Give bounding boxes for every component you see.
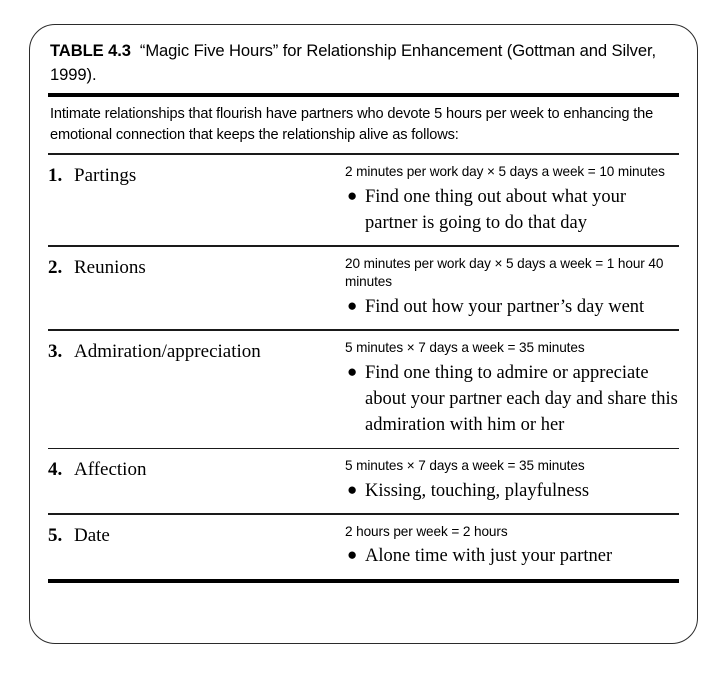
bullet-icon: ●	[347, 296, 358, 316]
bullet-icon: ●	[347, 185, 358, 205]
row-content	[345, 162, 679, 236]
row-label	[48, 522, 345, 548]
table-inner	[48, 35, 679, 583]
table-title	[48, 35, 679, 86]
bullet-icon: ●	[347, 479, 358, 499]
row-description: 5 minutes × 7 days a week = 35 minutes	[345, 339, 585, 355]
table-card	[29, 24, 698, 644]
bullet-text: Alone time with just your partner	[365, 546, 613, 567]
table-row	[48, 331, 679, 448]
row-name: Partings	[74, 164, 137, 186]
row-number: 1.	[48, 164, 63, 186]
row-description: 20 minutes per work day × 5 days a week = 1 hour 40 minutes	[345, 255, 664, 290]
table-number-label: TABLE 4.3	[50, 41, 131, 60]
row-number: 2.	[48, 256, 63, 278]
row-bullet	[345, 184, 679, 237]
bullet-text: Find out how your partner’s day went	[365, 297, 645, 318]
table-row	[48, 515, 679, 579]
row-label	[48, 338, 345, 364]
row-label	[48, 162, 345, 188]
row-number: 3.	[48, 340, 63, 362]
table-title-text	[131, 41, 140, 60]
row-bullet	[345, 294, 679, 320]
row-description: 5 minutes × 7 days a week = 35 minutes	[345, 458, 585, 474]
row-label	[48, 456, 345, 482]
row-description: 2 hours per week = 2 hours	[345, 523, 508, 539]
footer-rule-thick	[48, 579, 679, 583]
bullet-icon: ●	[347, 545, 358, 565]
row-number: 5.	[48, 524, 63, 546]
row-content	[345, 338, 679, 439]
row-number: 4.	[48, 459, 63, 481]
bullet-text: Kissing, touching, playfulness	[365, 480, 590, 501]
row-bullet	[345, 478, 679, 504]
bullet-text: Find one thing out about what your partner is going to do that day	[365, 186, 627, 233]
table-title-rest: “Magic Five Hours” for Relationship Enhancement (Gottman and Silver, 1999).	[50, 41, 657, 84]
row-name: Affection	[74, 459, 147, 481]
row-description: 2 minutes per work day × 5 days a week = 10 minutes	[345, 163, 665, 179]
row-content	[345, 254, 679, 321]
table-row	[48, 247, 679, 330]
row-bullet	[345, 360, 679, 439]
row-content	[345, 456, 679, 504]
row-name: Reunions	[74, 256, 146, 278]
bullet-text: Find one thing to admire or appreciate about your partner each day and share this admiration with him or her	[365, 362, 678, 436]
row-label	[48, 254, 345, 280]
row-bullet	[345, 543, 679, 569]
row-content	[345, 522, 679, 570]
row-name: Date	[74, 524, 110, 546]
row-name: Admiration/appreciation	[74, 340, 261, 362]
bullet-icon: ●	[347, 361, 358, 381]
table-row	[48, 155, 679, 245]
table-intro-text: Intimate relationships that flourish have partners who devote 5 hours per week to enhancing the emotional connection that keeps the relationship alive as follows:	[50, 106, 654, 144]
table-row	[48, 449, 679, 513]
